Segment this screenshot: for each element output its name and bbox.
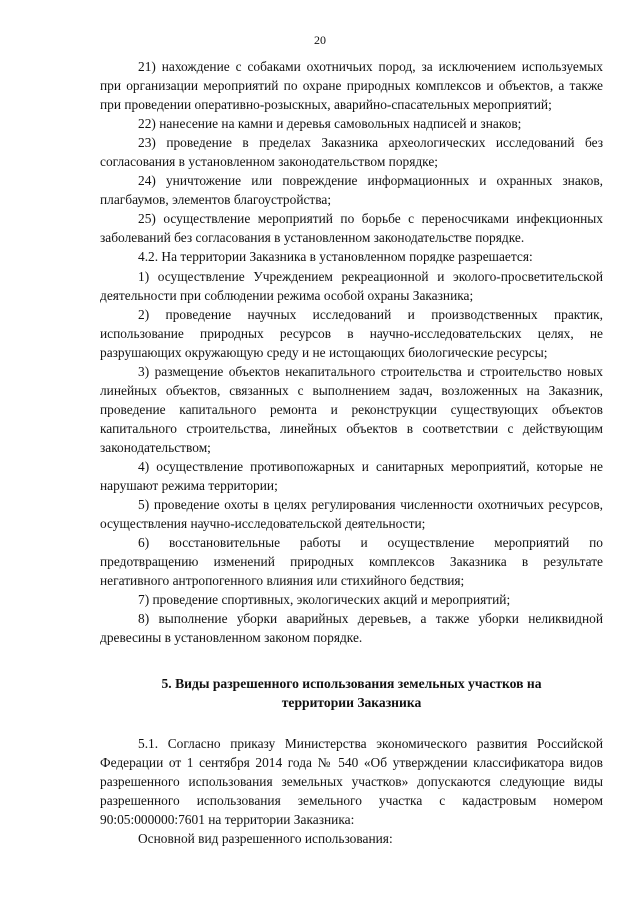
section-heading [100,674,603,712]
clause-5-1: 5.1. Согласно приказу Министерства экономического развития Российской Федерации от 1 сентября 2014 года № 540 «Об утверждении классификатора видов разрешенного использования земельных участков» допускаются следующие виды разрешенного использования земельного участка с кадастровым номером 90:05:000000:7601 на территории Заказника: [100,736,603,828]
list-item-23: 23) проведение в пределах Заказника археологических исследований без согласования в установленном законодательством порядке; [100,135,603,170]
list-item-24: 24) уничтожение или повреждение информационных и охранных знаков, плагбаумов, элементов благоустройства; [100,173,603,208]
allowed-item-2: 2) проведение научных исследований и производственных практик, использование природных ресурсов в научно-исследовательских целях, не разрушающих окружающую среду и не истощающих биологические ресурсы; [100,306,603,360]
clause-4-2: 4.2. На территории Заказника в установленном порядке разрешается: [138,249,533,265]
primary-use-label: Основной вид разрешенного использования: [138,831,393,847]
allowed-item-5: 5) проведение охоты в целях регулирования численности охотничьих ресурсов, осуществления научно-исследовательской деятельности; [100,497,603,532]
allowed-item-3: 3) размещение объектов некапитального строительства и строительство новых линейных объектов, связанных с выполнением задач, возложенных на Заказник, проведение капитального ремонта и реконструкции существующих объектов капитального строительства, линейных объектов в соответствии с действующим законодательством; [100,363,603,455]
allowed-item-4: 4) осуществление противопожарных и санитарных мероприятий, которые не нарушают режима территории; [100,458,603,494]
list-item-21: 21) нахождение с собаками охотничьих пород, за исключением используемых при организации мероприятий по охране природных комплексов и объектов, а также при проведении оперативно-розыскных, аварийно-спасательных мероприятий; [100,59,603,113]
section-heading-line-2: территории Заказника [281,695,422,711]
list-item-25: 25) осуществление мероприятий по борьбе с переносчиками инфекционных заболеваний без согласования в установленном законодательстве порядке. [100,211,603,246]
allowed-item-6: 6) восстановительные работы и осуществление мероприятий по предотвращению изменений природных комплексов Заказника в результате негативного антропогенного влияния или стихийного бедствия; [100,535,603,589]
allowed-item-8: 8) выполнение уборки аварийных деревьев, а также уборки неликвидной древесины в установленном законом порядке. [100,611,603,646]
allowed-item-7: 7) проведение спортивных, экологических акций и мероприятий; [138,592,511,608]
page-number: 20 [314,33,326,47]
allowed-item-1: 1) осуществление Учреждением рекреационной и эколого-просветительской деятельности при соблюдении режима особой охраны Заказника; [100,268,603,303]
document-body [100,57,603,849]
list-item-22: 22) нанесение на камни и деревья самовольных надписей и знаков; [138,116,522,132]
section-heading-line-1: 5. Виды разрешенного использования земельных участков на [161,676,542,692]
